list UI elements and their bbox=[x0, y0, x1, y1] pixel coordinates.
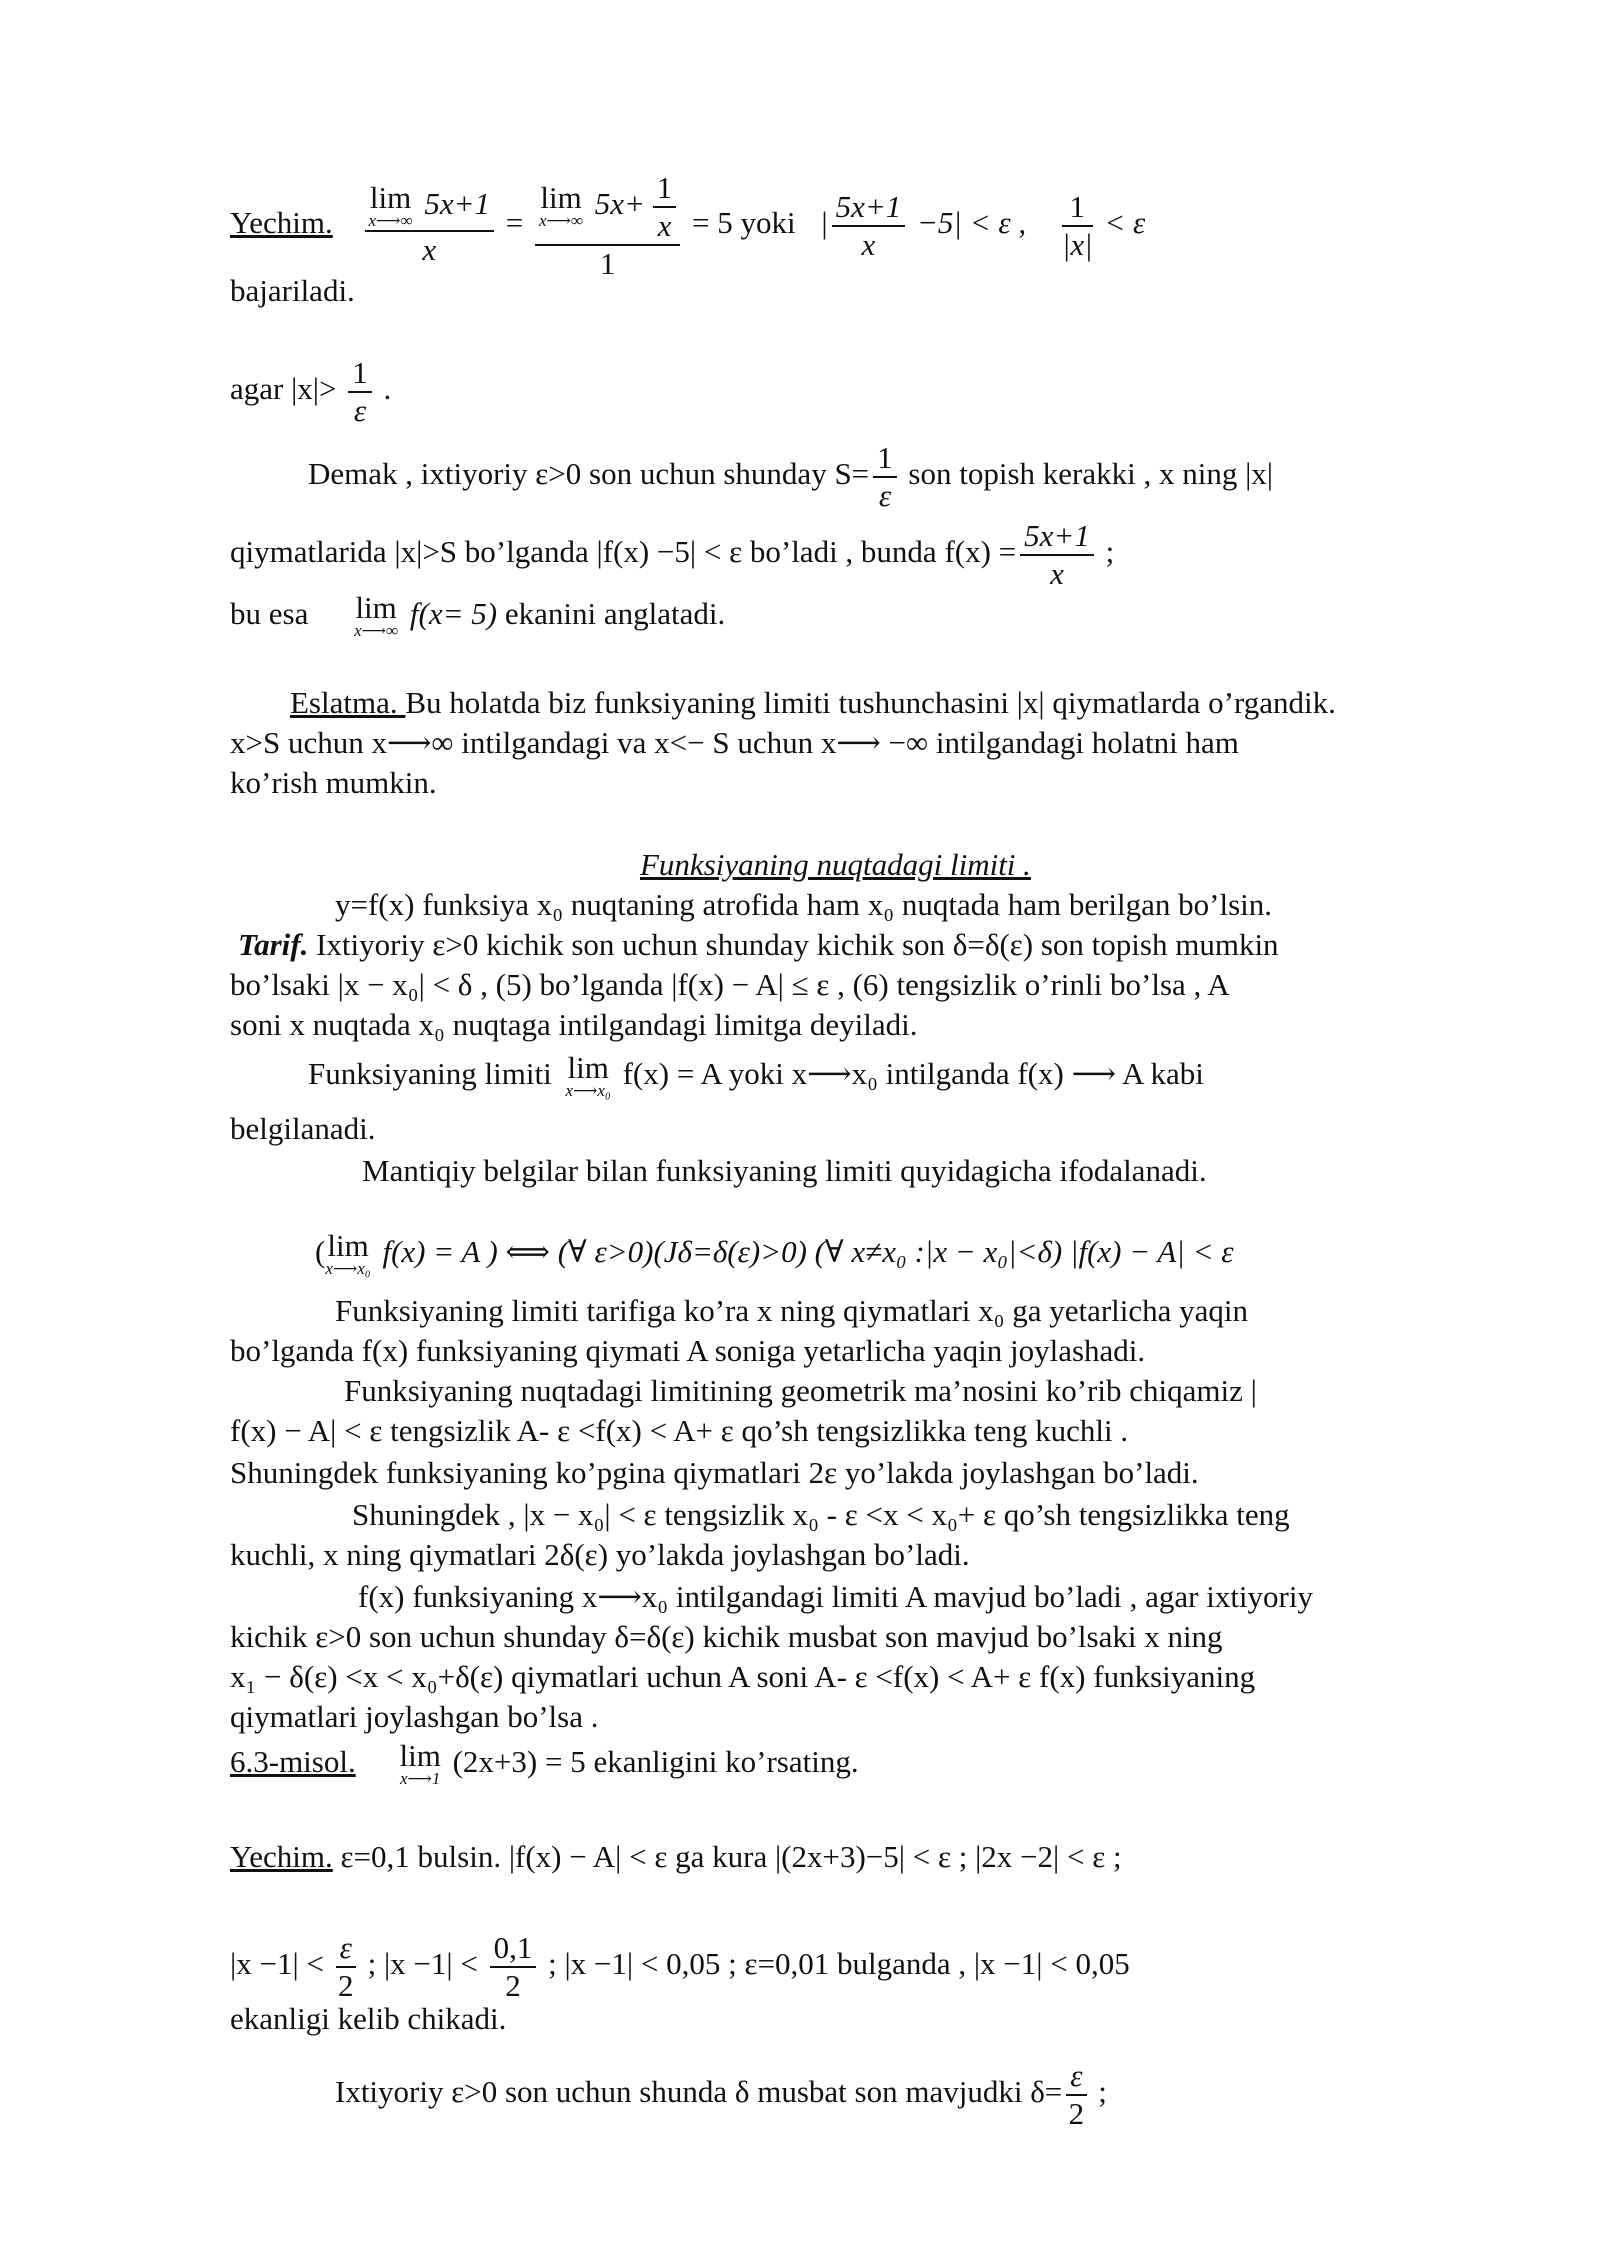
note-line: Eslatma. Bu holatda biz funksiyaning limiti tushunchasini |x| qiymatlarda o’rgandik. bbox=[290, 685, 1336, 720]
text-line: Shuningdek , |x − x₀| < ε tengsizlik x₀ - ε <x < x₀+ ε qo’sh tengsizlikka teng bbox=[352, 1497, 1290, 1532]
solution-label: Yechim. bbox=[230, 205, 333, 241]
lim-op: lim x⟶∞ bbox=[354, 590, 399, 640]
text-line: agar |x|> $\frac{1}{\varepsilon}$ . bbox=[230, 355, 392, 428]
fraction-abs: $\frac{5x+1}{x}$ bbox=[832, 189, 906, 263]
note-label: Eslatma. bbox=[290, 685, 406, 720]
solution-line-1: Yechim. lim x⟶∞ 5x+1 x = lim x⟶∞ 5x+ $\frac{1}{x}$ 1 = 5 yoki | $\frac{5x+1}{x}$ −5| < ε , $\frac{1}{|x|}$ < ε bbox=[230, 170, 1146, 281]
example-line: 6.3-misol. lim x⟶1 (2x+3) = 5 ekanligini ko’rsating. bbox=[230, 1738, 859, 1788]
section-heading: Funksiyaning nuqtadagi limiti . bbox=[640, 847, 1031, 882]
text-line: Funksiyaning limiti lim x⟶x₀ f(x) = A yoki x⟶x₀ intilganda f(x) ⟶ A kabi bbox=[308, 1050, 1204, 1100]
text-line: bu esa lim x⟶∞ f(x= 5) ekanini anglatadi. bbox=[230, 590, 726, 640]
text-line: bo’lsaki |x − x₀| < δ , (5) bo’lganda |f(x) − A| ≤ ε , (6) tengsizlik o’rinli bo’lsa , A bbox=[230, 967, 1230, 1002]
text-line: qiymatlari joylashgan bo’lsa . bbox=[230, 1699, 599, 1734]
definition-label: Tarif. bbox=[238, 927, 309, 962]
text-line: y=f(x) funksiya x₀ nuqtaning atrofida ham x₀ nuqtada ham berilgan bo’lsin. bbox=[335, 887, 1273, 922]
text-line: qiymatlarida |x|>S bo’lganda |f(x) −5| < ε bo’ladi , bunda f(x) = $\frac{5x+1}{x}$ ; bbox=[230, 518, 1115, 591]
lim-op: lim x⟶1 bbox=[399, 1738, 441, 1788]
lim-op: lim x⟶x₀ bbox=[325, 1228, 371, 1278]
solution-line: Yechim. ε=0,1 bulsin. |f(x) − A| < ε ga kura |(2x+3)−5| < ε ; |2x −2| < ε ; bbox=[230, 1839, 1122, 1874]
text-line: bajariladi. bbox=[230, 273, 355, 308]
logic-formula: (lim x⟶x₀ f(x) = A ) ⟺ (∀ ε>0)(Jδ=δ(ε)>0) (∀ x≠x₀ :|x − x₀|<δ) |f(x) − A| < ε bbox=[315, 1228, 1234, 1278]
text-line: f(x) funksiyaning x⟶x₀ intilgandagi limiti A mavjud bo’ladi , agar ixtiyoriy bbox=[358, 1579, 1313, 1614]
text-line: Funksiyaning nuqtadagi limitining geometrik ma’nosini ko’rib chiqamiz | bbox=[344, 1373, 1257, 1408]
fraction-limit-1: lim x⟶∞ 5x+1 x bbox=[365, 184, 494, 268]
text-line: x₁ − δ(ε) <x < x₀+δ(ε) qiymatlari uchun A soni A- ε <f(x) < A+ ε f(x) funksiyaning bbox=[230, 1659, 1256, 1694]
text-line: kichik ε>0 son uchun shunday δ=δ(ε) kichik musbat son mavjud bo’lsaki x ning bbox=[230, 1619, 1223, 1654]
text-line: Shuningdek funksiyaning ko’pgina qiymatlari 2ε yo’lakda joylashgan bo’ladi. bbox=[230, 1455, 1199, 1490]
example-label: 6.3-misol. bbox=[230, 1744, 356, 1780]
text-line: Mantiqiy belgilar bilan funksiyaning limiti quyidagicha ifodalanadi. bbox=[362, 1153, 1207, 1188]
text-line: f(x) − A| < ε tengsizlik A- ε <f(x) < A+ ε qo’sh tengsizlikka teng kuchli . bbox=[230, 1413, 1129, 1448]
solution-line: |x −1| < $\frac{\varepsilon}{2}$ ; |x −1| < $\frac{0,1}{2}$ ; |x −1| < 0,05 ; ε=0,01 bulganda , |x −1| < 0,05 bbox=[230, 1930, 1130, 2003]
text-line: ekanligi kelib chikadi. bbox=[230, 2001, 507, 2036]
lim-op: lim x⟶x₀ bbox=[565, 1050, 611, 1100]
text-line: Ixtiyoriy ε>0 son uchun shunda δ musbat son mavjudki δ= $\frac{\varepsilon}{2}$ ; bbox=[335, 2058, 1107, 2131]
lim-op: lim x⟶∞ bbox=[368, 180, 413, 230]
text-line: soni x nuqtada x₀ nuqtaga intilgandagi limitga deyiladi. bbox=[230, 1007, 918, 1042]
note-line: x>S uchun x⟶∞ intilgandagi va x<− S uchun x⟶ −∞ intilgandagi holatni ham bbox=[230, 725, 1239, 760]
note-line: ko’rish mumkin. bbox=[230, 765, 437, 800]
fraction-limit-2: lim x⟶∞ 5x+ $\frac{1}{x}$ 1 bbox=[535, 170, 680, 282]
text-line: bo’lganda f(x) funksiyaning qiymati A soniga yetarlicha yaqin joylashadi. bbox=[230, 1333, 1146, 1368]
text-line: kuchli, x ning qiymatlari 2δ(ε) yo’lakda joylashgan bo’ladi. bbox=[230, 1537, 970, 1572]
text-line: belgilanadi. bbox=[230, 1111, 376, 1146]
fraction-inverse-abs: $\frac{1}{|x|}$ bbox=[1061, 189, 1093, 262]
text-line: Demak , ixtiyoriy ε>0 son uchun shunday S= $\frac{1}{\varepsilon}$ son topish kerakki , x ning |x| bbox=[308, 440, 1274, 513]
solution-label: Yechim. bbox=[230, 1839, 333, 1874]
text-line: Funksiyaning limiti tarifiga ko’ra x ning qiymatlari x₀ ga yetarlicha yaqin bbox=[335, 1293, 1249, 1328]
definition-line: Tarif. Ixtiyoriy ε>0 kichik son uchun shunday kichik son δ=δ(ε) son topish mumkin bbox=[238, 927, 1279, 962]
